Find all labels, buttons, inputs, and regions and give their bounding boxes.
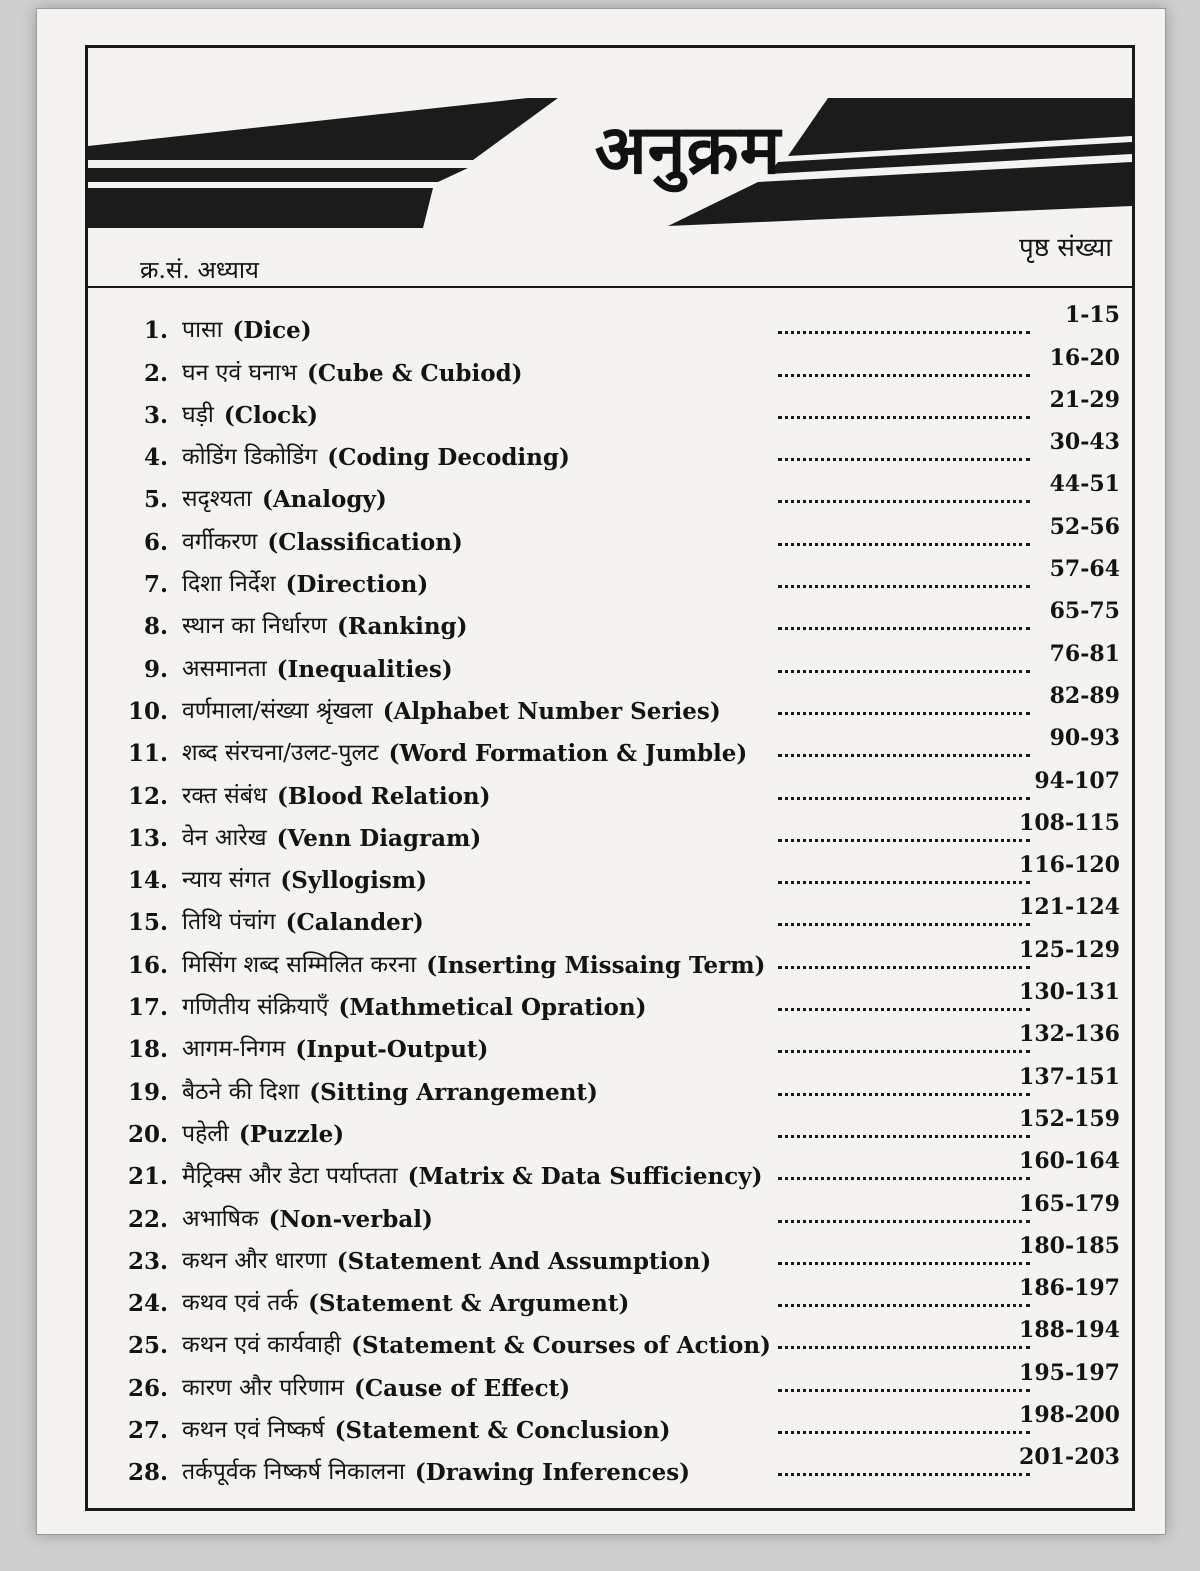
entry-title-hindi: पहेली (182, 1120, 229, 1147)
dot-leader (778, 1135, 1030, 1138)
toc-entry[interactable] (88, 1359, 1132, 1401)
dot-leader (778, 966, 1030, 969)
entry-title-hindi: कारण और परिणाम (182, 1374, 344, 1401)
entry-title-english: (Puzzle) (238, 1120, 345, 1148)
entry-number: 8. (143, 613, 168, 641)
entry-pages: 137-151 (1019, 1063, 1120, 1090)
entry-title-english: (Inequalities) (276, 655, 453, 683)
entry-title-english: (Statement & Conclusion) (334, 1417, 671, 1445)
dot-leader (778, 1431, 1030, 1434)
entry-title-hindi: वेन आरेख (182, 824, 267, 851)
entry-number: 17. (127, 994, 168, 1022)
dot-leader (778, 754, 1030, 757)
dot-leader (778, 1093, 1030, 1096)
book-page (36, 8, 1166, 1535)
entry-title-hindi: असमानता (182, 655, 267, 682)
entry-title-hindi: तिथि पंचांग (182, 909, 276, 936)
entry-title-english: (Direction) (285, 571, 429, 599)
entry-title-hindi: कथन एवं निष्कर्ष (182, 1417, 325, 1444)
entry-pages: 76-81 (1049, 640, 1120, 667)
entry-number: 4. (143, 444, 168, 472)
toc-entry[interactable] (88, 1148, 1132, 1190)
entry-title-hindi: घड़ी (182, 401, 214, 428)
entry-pages: 165-179 (1019, 1190, 1120, 1217)
entry-title-english: (Coding Decoding) (327, 444, 570, 472)
entry-number: 7. (143, 571, 168, 599)
toc-entry[interactable] (88, 513, 1132, 555)
dot-leader (778, 458, 1030, 461)
entry-pages: 108-115 (1019, 809, 1120, 836)
toc-entry[interactable] (88, 471, 1132, 513)
toc-entry[interactable] (88, 1233, 1132, 1275)
entry-title-hindi: आगम-निगम (182, 1036, 286, 1063)
toc-entry[interactable] (88, 1275, 1132, 1317)
header-divider (88, 286, 1132, 288)
entry-title-english: (Venn Diagram) (276, 824, 482, 852)
entry-number: 22. (127, 1205, 168, 1233)
entry-title-english: (Input-Output) (295, 1036, 489, 1064)
entry-title-english: (Statement & Argument) (308, 1290, 630, 1318)
entry-title-english: (Cube & Cubiod) (306, 359, 523, 387)
entry-pages: 201-203 (1019, 1444, 1120, 1471)
dot-leader (778, 585, 1030, 588)
entry-pages: 52-56 (1049, 513, 1120, 540)
entry-pages: 160-164 (1019, 1148, 1120, 1175)
entry-number: 26. (127, 1374, 168, 1402)
entry-title-hindi: वर्गीकरण (182, 528, 258, 555)
entry-title-english: (Blood Relation) (276, 782, 491, 810)
entry-number: 24. (127, 1290, 168, 1318)
entry-number: 23. (127, 1247, 168, 1275)
entry-pages: 132-136 (1019, 1021, 1120, 1048)
entry-number: 12. (127, 782, 168, 810)
entry-title-english: (Drawing Inferences) (414, 1459, 691, 1487)
toc-entry[interactable] (88, 979, 1132, 1021)
dot-leader (778, 374, 1030, 377)
page-frame (85, 45, 1135, 1511)
entry-title-hindi: घन एवं घनाभ (182, 359, 297, 386)
entry-pages: 1-15 (1064, 302, 1120, 329)
entry-title-english: (Syllogism) (280, 867, 428, 895)
entry-title-english: (Inserting Missaing Term) (426, 951, 766, 979)
entry-title-hindi: कथव एवं तर्क (182, 1290, 299, 1317)
entry-title-english: (Ranking) (337, 613, 468, 641)
toc-entry[interactable] (88, 767, 1132, 809)
entry-pages: 30-43 (1049, 429, 1120, 456)
dot-leader (778, 1008, 1030, 1011)
entry-number: 2. (143, 359, 168, 387)
entry-title-hindi: स्थान का निर्धारण (182, 613, 328, 640)
toc-entry[interactable] (88, 429, 1132, 471)
entry-title-hindi: न्याय संगत (182, 867, 271, 894)
entry-title-english: (Mathmetical Opration) (338, 994, 647, 1022)
toc-entry[interactable] (88, 1317, 1132, 1359)
entry-number: 16. (127, 951, 168, 979)
entry-number: 21. (127, 1163, 168, 1191)
entry-number: 14. (127, 867, 168, 895)
table-of-contents (88, 302, 1132, 1486)
dot-leader (778, 1346, 1030, 1349)
entry-pages: 195-197 (1019, 1359, 1120, 1386)
entry-number: 15. (127, 909, 168, 937)
entry-pages: 65-75 (1049, 598, 1120, 625)
entry-number: 28. (127, 1459, 168, 1487)
entry-pages: 152-159 (1019, 1105, 1120, 1132)
entry-pages: 21-29 (1049, 386, 1120, 413)
column-header-chapter: क्र.सं. अध्याय (140, 256, 259, 284)
toc-entry[interactable] (88, 1402, 1132, 1444)
toc-entry[interactable] (88, 556, 1132, 598)
entry-pages: 121-124 (1019, 894, 1120, 921)
entry-number: 5. (143, 486, 168, 514)
entry-title-hindi: सदृश्यता (182, 486, 252, 513)
dot-leader (778, 627, 1030, 630)
dot-leader (778, 1389, 1030, 1392)
entry-title-hindi: कोडिंग डिकोडिंग (182, 444, 318, 471)
entry-title-english: (Word Formation & Jumble) (388, 740, 748, 768)
entry-title-hindi: बैठने की दिशा (182, 1078, 300, 1105)
dot-leader (778, 1473, 1030, 1476)
column-header-page: पृष्ठ संख्या (1019, 233, 1112, 263)
entry-title-hindi: शब्द संरचना/उलट-पुलट (182, 740, 379, 767)
entry-pages: 116-120 (1019, 852, 1120, 879)
toc-entry[interactable] (88, 1190, 1132, 1232)
toc-entry[interactable] (88, 344, 1132, 386)
entry-pages: 188-194 (1019, 1317, 1120, 1344)
dot-leader (778, 1304, 1030, 1307)
entry-number: 9. (143, 655, 168, 683)
dot-leader (778, 712, 1030, 715)
dot-leader (778, 1220, 1030, 1223)
dot-leader (778, 500, 1030, 503)
entry-number: 6. (143, 528, 168, 556)
entry-number: 10. (127, 697, 168, 725)
toc-entry[interactable] (88, 1063, 1132, 1105)
dot-leader (778, 797, 1030, 800)
entry-title-english: (Alphabet Number Series) (382, 697, 721, 725)
dot-leader (778, 331, 1030, 334)
toc-entry[interactable] (88, 936, 1132, 978)
dot-leader (778, 543, 1030, 546)
toc-entry[interactable] (88, 1021, 1132, 1063)
entry-title-english: (Calander) (285, 909, 424, 937)
toc-entry[interactable] (88, 683, 1132, 725)
entry-pages: 44-51 (1049, 471, 1120, 498)
dot-leader (778, 839, 1030, 842)
toc-entry[interactable] (88, 852, 1132, 894)
entry-title-hindi: अभाषिक (182, 1205, 259, 1232)
entry-pages: 90-93 (1049, 725, 1120, 752)
toc-entry[interactable] (88, 302, 1132, 344)
dot-leader (778, 416, 1030, 419)
entry-title-hindi: मैट्रिक्स और डेटा पर्याप्तता (182, 1163, 398, 1190)
entry-title-english: (Statement And Assumption) (336, 1247, 712, 1275)
toc-entry[interactable] (88, 1106, 1132, 1148)
dot-leader (778, 1262, 1030, 1265)
entry-pages: 180-185 (1019, 1232, 1120, 1259)
entry-number: 18. (127, 1036, 168, 1064)
entry-title-english: (Classification) (267, 528, 463, 556)
entry-pages: 130-131 (1019, 979, 1120, 1006)
dot-leader (778, 1050, 1030, 1053)
toc-entry[interactable] (88, 387, 1132, 429)
entry-title-hindi: वर्णमाला/संख्या श्रृंखला (182, 697, 373, 724)
entry-title-english: (Analogy) (261, 486, 387, 514)
entry-title-english: (Cause of Effect) (353, 1374, 571, 1402)
entry-title-hindi: कथन एवं कार्यवाही (182, 1332, 342, 1359)
toc-entry[interactable] (88, 598, 1132, 640)
entry-number: 3. (143, 401, 168, 429)
dot-leader (778, 1177, 1030, 1180)
entry-pages: 125-129 (1019, 936, 1120, 963)
entry-title-hindi: दिशा निर्देश (182, 571, 276, 598)
toc-entry[interactable] (88, 810, 1132, 852)
entry-number: 27. (127, 1417, 168, 1445)
entry-title-english: (Matrix & Data Sufficiency) (407, 1163, 763, 1191)
page-title: अनुक्रम (594, 110, 782, 190)
entry-pages: 82-89 (1049, 682, 1120, 709)
toc-entry[interactable] (88, 894, 1132, 936)
entry-title-hindi: मिसिंग शब्द सम्मिलित करना (182, 951, 417, 978)
entry-pages: 186-197 (1019, 1275, 1120, 1302)
entry-title-english: (Dice) (232, 317, 312, 345)
dot-leader (778, 670, 1030, 673)
entry-number: 13. (127, 824, 168, 852)
entry-pages: 16-20 (1049, 344, 1120, 371)
entry-number: 1. (143, 317, 168, 345)
toc-entry[interactable] (88, 640, 1132, 682)
entry-title-english: (Non-verbal) (268, 1205, 433, 1233)
toc-entry[interactable] (88, 1444, 1132, 1486)
entry-pages: 94-107 (1034, 767, 1120, 794)
entry-number: 25. (127, 1332, 168, 1360)
entry-title-english: (Statement & Courses of Action) (351, 1332, 771, 1360)
entry-title-hindi: कथन और धारणा (182, 1247, 327, 1274)
entry-number: 20. (127, 1120, 168, 1148)
entry-title-english: (Clock) (223, 401, 318, 429)
toc-entry[interactable] (88, 725, 1132, 767)
entry-title-english: (Sitting Arrangement) (309, 1078, 598, 1106)
dot-leader (778, 923, 1030, 926)
entry-title-hindi: गणितीय संक्रियाएँ (182, 994, 329, 1021)
entry-title-hindi: पासा (182, 317, 223, 344)
entry-number: 19. (127, 1078, 168, 1106)
entry-pages: 57-64 (1049, 556, 1120, 583)
dot-leader (778, 881, 1030, 884)
entry-title-hindi: तर्कपूर्वक निष्कर्ष निकालना (182, 1459, 405, 1486)
entry-title-hindi: रक्त संबंध (182, 782, 267, 809)
entry-number: 11. (127, 740, 168, 768)
entry-pages: 198-200 (1019, 1402, 1120, 1429)
